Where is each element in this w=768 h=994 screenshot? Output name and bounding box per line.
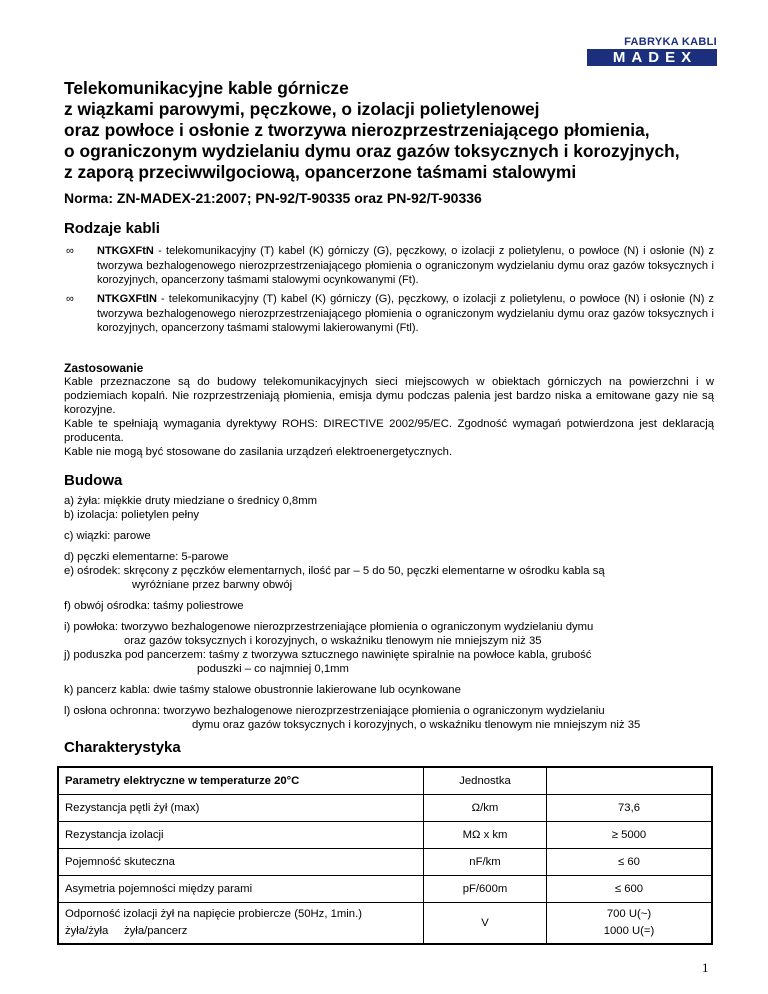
value-cell: 73,6 [547, 795, 713, 822]
cable-type-item [64, 244, 714, 288]
budowa-item: k) pancerz kabla: dwie taśmy stalowe obustronnie lakierowane lub ocynkowane [64, 684, 461, 696]
rodzaje-heading: Rodzaje kabli [64, 220, 160, 237]
logo-line-2: MADEX [587, 49, 717, 66]
budowa-item-continuation: dymu oraz gazów toksycznych i korozyjnych, o wskaźniku tlenowym nie mniejszym niż 35 [192, 719, 641, 731]
budowa-item: a) żyła: miękkie druty miedziane o średnicy 0,8mm [64, 495, 318, 507]
title-line: z zaporą przeciwwilgociową, opancerzone taśmami stalowymi [64, 162, 577, 182]
budowa-item-continuation: oraz gazów toksycznych i korozyjnych, o wskaźniku tlenowym nie mniejszym niż 35 [124, 635, 542, 647]
table-row [58, 849, 712, 876]
param-cell: Pojemność skuteczna [58, 849, 424, 876]
table-row [58, 876, 712, 903]
budowa-list [64, 494, 724, 732]
table-row [58, 795, 712, 822]
paragraph: Kable nie mogą być stosowane do zasilania urządzeń elektroenergetycznych. [64, 446, 453, 458]
budowa-item: c) wiązki: parowe [64, 530, 151, 542]
zastosowanie-section [64, 362, 714, 459]
header-value [547, 767, 713, 795]
madex-logo [587, 37, 717, 67]
value-cell: ≥ 5000 [547, 822, 713, 849]
budowa-item: b) izolacja: polietylen pełny [64, 509, 200, 521]
param-line: żyła/żyła żyła/pancerz [65, 925, 188, 937]
table-row [58, 822, 712, 849]
unit-cell: pF/600m [424, 876, 547, 903]
budowa-item: i) powłoka: tworzywo bezhalogenowe nierozprzestrzeniające płomienia o ograniczonym wydzielaniu dymu [64, 621, 594, 633]
header-param: Parametry elektryczne w temperaturze 20°C [58, 767, 424, 795]
param-cell: Rezystancja izolacji [58, 822, 424, 849]
value-line: 700 U(~) [606, 908, 652, 920]
title-line: Telekomunikacyjne kable górnicze [64, 78, 349, 98]
norma-line: Norma: ZN-MADEX-21:2007; PN-92/T-90335 oraz PN-92/T-90336 [64, 190, 482, 206]
budowa-item-continuation: poduszki – co najmniej 0,1mm [197, 663, 349, 675]
budowa-item: e) ośrodek: skręcony z pęczków elementarnych, ilość par – 5 do 50, pęczki elementarne w ośrodku kabla są [64, 565, 605, 577]
unit-cell: MΩ x km [424, 822, 547, 849]
param-cell [58, 903, 424, 945]
electrical-parameters-table [57, 766, 713, 945]
budowa-heading: Budowa [64, 472, 123, 489]
title-line: o ograniczonym wydzielaniu dymu oraz gazów toksycznych i korozyjnych, [64, 141, 680, 161]
budowa-item: j) poduszka pod pancerzem: taśmy z tworzywa sztucznego nawinięte spiralnie na powłoce kabla, grubość [64, 649, 592, 661]
budowa-item: f) obwój ośrodka: taśmy poliestrowe [64, 600, 244, 612]
zastosowanie-heading: Zastosowanie [64, 361, 144, 375]
unit-cell: V [424, 903, 547, 945]
cable-code: NTKGXFtN [97, 245, 154, 257]
bullet-symbol: ∞ [66, 245, 74, 257]
budowa-item: l) osłona ochronna: tworzywo bezhalogenowe nierozprzestrzeniające płomienia o ograniczonym wydzielaniu [64, 705, 605, 717]
page-number: 1 [702, 960, 709, 975]
budowa-item-continuation: wyróżniane przez barwny obwój [132, 579, 293, 591]
cable-description: - telekomunikacyjny (T) kabel (K) górniczy (G), pęczkowy, o izolacji z polietylenu, o powłoce (N) i osłonie (N) z tworzywa bezhalogenowego nierozprzestrzeniającego płomienia o ograniczonym wydzielaniu dymu oraz gazów toksycznych i korozyjnych, opancerzony taśmami stalowymi lakierowanymi (Ftl). [97, 293, 714, 334]
paragraph: Kable te spełniają wymagania dyrektywy ROHS: DIRECTIVE 2002/95/EC. Zgodność wymagań potwierdzona jest deklaracją producenta. [64, 418, 714, 444]
unit-cell: Ω/km [424, 795, 547, 822]
table-row [58, 903, 712, 945]
bullet-symbol: ∞ [66, 293, 74, 305]
header-unit: Jednostka [424, 767, 547, 795]
value-cell: ≤ 60 [547, 849, 713, 876]
param-line: Odporność izolacji żył na napięcie probiercze (50Hz, 1min.) [65, 908, 362, 920]
budowa-item: d) pęczki elementarne: 5-parowe [64, 551, 229, 563]
value-line: 1000 U(=) [603, 925, 655, 937]
param-cell: Rezystancja pętli żył (max) [58, 795, 424, 822]
value-cell [547, 903, 713, 945]
document-title [64, 78, 744, 183]
title-line: z wiązkami parowymi, pęczkowe, o izolacji polietylenowej [64, 99, 540, 119]
cable-type-item [64, 292, 714, 336]
param-cell: Asymetria pojemności między parami [58, 876, 424, 903]
value-cell: ≤ 600 [547, 876, 713, 903]
table-header-row [58, 767, 712, 795]
paragraph: Kable przeznaczone są do budowy telekomunikacyjnych sieci miejscowych w obiektach górniczych na powierzchni i w podziemiach kopalń. Nie rozprzestrzeniają płomienia, emisja dymu podczas palenia jest bardzo niska a emitowane gazy nie są korozyjne. [64, 376, 714, 416]
logo-line-1: FABRYKA KABLI [624, 36, 717, 48]
title-line: oraz powłoce i osłonie z tworzywa nierozprzestrzeniającego płomienia, [64, 120, 650, 140]
cable-code: NTKGXFtlN [97, 293, 157, 305]
unit-cell: nF/km [424, 849, 547, 876]
charakterystyka-heading: Charakterystyka [64, 739, 181, 756]
cable-description: - telekomunikacyjny (T) kabel (K) górniczy (G), pęczkowy, o izolacji z polietylenu, o powłoce (N) i osłonie (N) z tworzywa bezhalogenowego nierozprzestrzeniającego płomienia o ograniczonym wydzielaniu dymu oraz gazów toksycznych i korozyjnych, opancerzony taśmami stalowymi ocynkowanymi (Ft). [97, 245, 714, 286]
